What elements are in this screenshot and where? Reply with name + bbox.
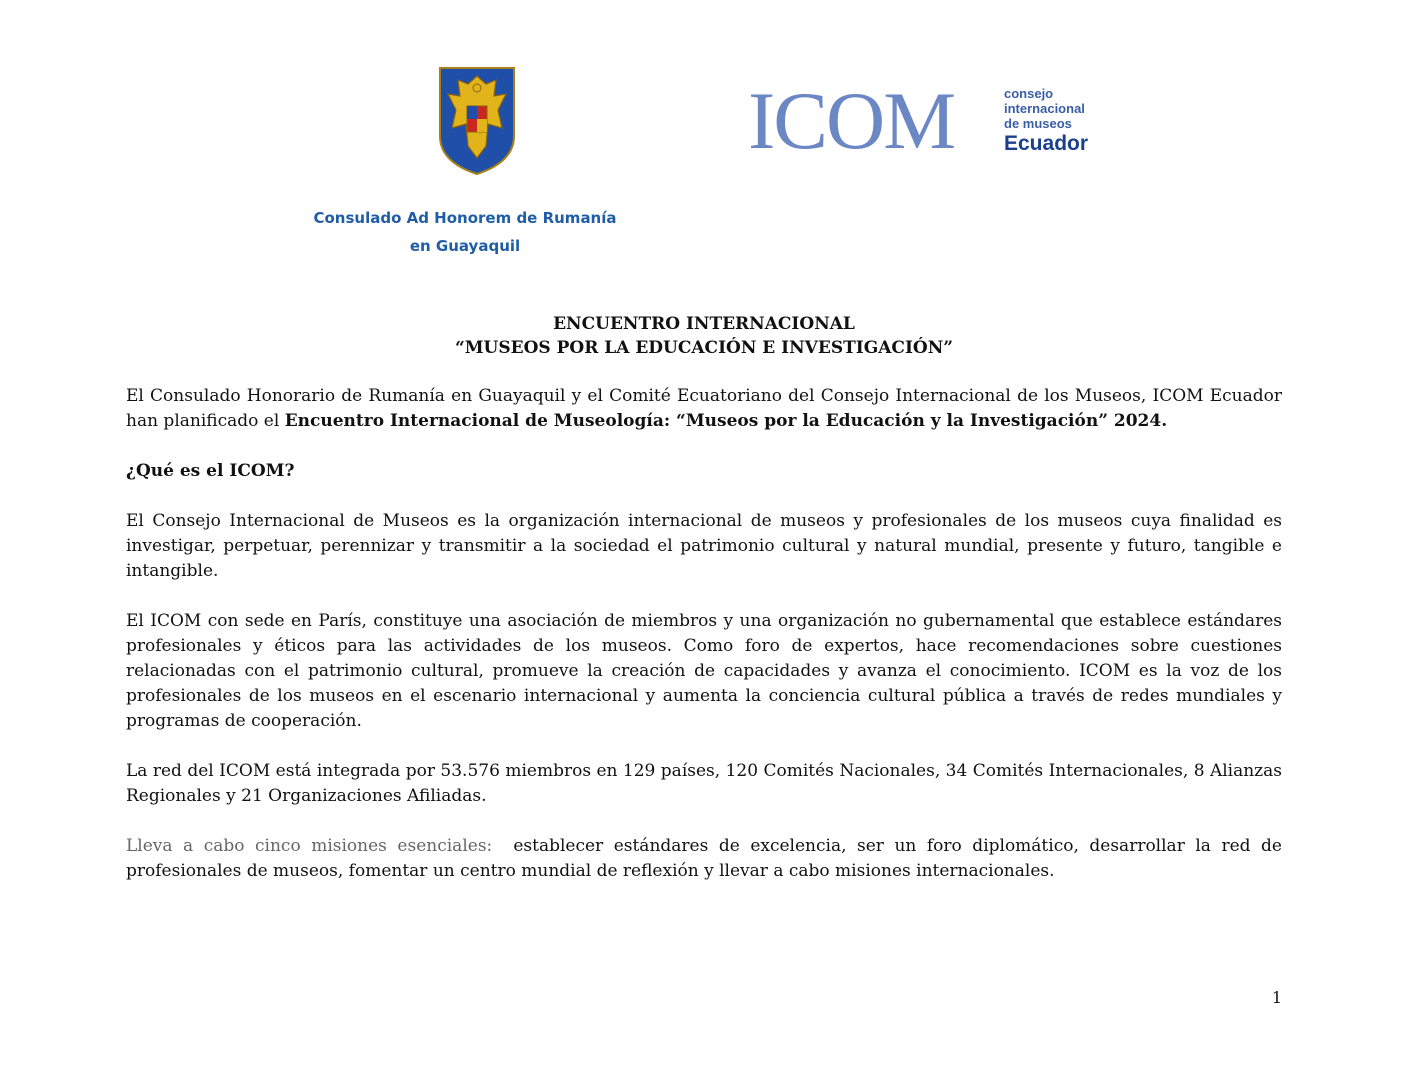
intro-paragraph xyxy=(126,384,1282,434)
icom-tag-line3: de museos xyxy=(1004,116,1072,131)
intro-text: El Consulado Honorario de Rumanía en Guayaquil y el Comité Ecuatoriano del Consejo Internacional de los Museos, ICOM Ecuador han planificado el xyxy=(126,386,1282,431)
title-line1: ENCUENTRO INTERNACIONAL xyxy=(553,314,855,334)
paragraph-3: La red del ICOM está integrada por 53.576 miembros en 129 países, 120 Comités Nacionales, 34 Comités Internacionales, 8 Alianzas Regionales y 21 Organizaciones Afiliadas. xyxy=(126,761,1282,806)
title-line2: “MUSEOS POR LA EDUCACIÓN E INVESTIGACIÓN” xyxy=(454,338,954,358)
consulado-line2: en Guayaquil xyxy=(409,237,521,255)
icom-ecuador-logo xyxy=(748,75,1104,166)
document-title xyxy=(126,312,1282,360)
icom-tag-line1: consejo xyxy=(1004,86,1054,101)
missions-text: establecer estándares de excelencia, ser un foro diplomático, desarrollar la red de profesionales de museos, fomentar un centro mundial de reflexión y llevar a cabo misiones internacionales. xyxy=(126,836,1288,881)
section-heading: ¿Qué es el ICOM? xyxy=(126,461,295,481)
icom-logo-tagline xyxy=(1004,86,1124,157)
missions-lead: Lleva a cabo cinco misiones esenciales: xyxy=(126,836,493,856)
paragraph-2: El ICOM con sede en París, constituye una asociación de miembros y una organización no gubernamental que establece estándares profesionales y éticos para las actividades de los museos. Como foro de expertos, hace recomendaciones sobre cuestiones relacionadas con el patrimonio cultural, promueve la creación de capacidades y avanza el conocimiento. ICOM es la voz de los profesionales de los museos en el escenario internacional y aumenta la conciencia cultural pública a través de redes mundiales y programas de cooperación. xyxy=(126,611,1282,731)
paragraph-1: El Consejo Internacional de Museos es la organización internacional de museos y profesionales de los museos cuya finalidad es investigar, perpetuar, perennizar y transmitir a la sociedad el patrimonio cultural y natural mundial, presente y futuro, tangible e intangible. xyxy=(126,511,1282,581)
intro-bold-text: Encuentro Internacional de Museología: “Museos por la Educación y la Investigación” 2024. xyxy=(284,411,1168,431)
document-body xyxy=(126,384,1288,909)
icom-tag-line2: internacional xyxy=(1004,101,1085,116)
icom-tag-country: Ecuador xyxy=(1004,132,1089,155)
consulado-label xyxy=(260,204,670,260)
icom-logo-word: ICOM xyxy=(748,75,955,166)
consulado-line1: Consulado Ad Honorem de Rumanía xyxy=(313,209,617,227)
page-number: 1 xyxy=(1271,988,1282,1007)
paragraph-4 xyxy=(126,834,1288,884)
romanian-coat-of-arms-icon xyxy=(436,66,518,176)
